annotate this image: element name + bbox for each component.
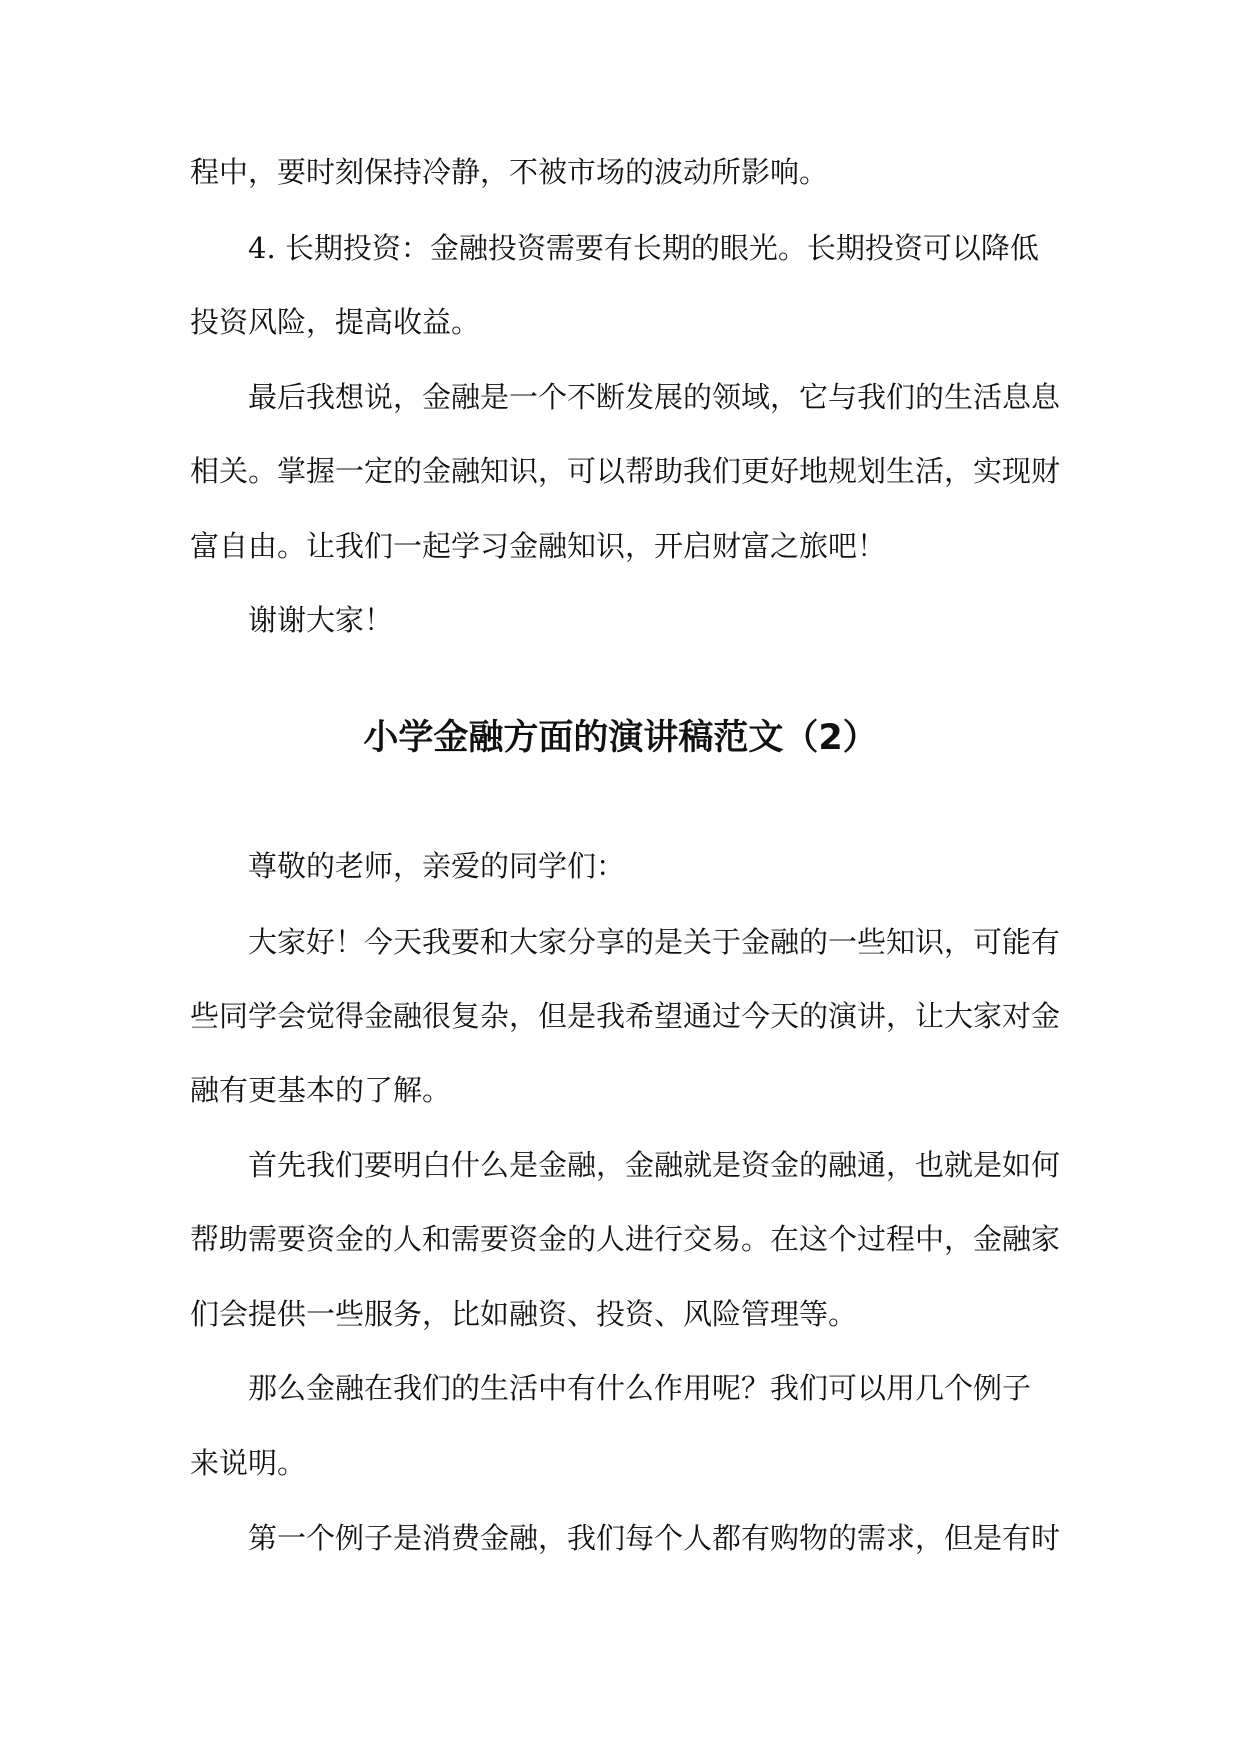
paragraph-line: 富自由。让我们一起学习金融知识，开启财富之旅吧！ bbox=[190, 529, 887, 563]
paragraph-line: 们会提供一些服务，比如融资、投资、风险管理等。 bbox=[190, 1297, 858, 1331]
paragraph-line: 程中，要时刻保持冷静，不被市场的波动所影响。 bbox=[190, 155, 829, 189]
paragraph-line: 第一个例子是消费金融，我们每个人都有购物的需求，但是有时 bbox=[248, 1521, 1061, 1555]
paragraph-line: 首先我们要明白什么是金融，金融就是资金的融通，也就是如何 bbox=[248, 1148, 1061, 1182]
paragraph-line: 4. 长期投资：金融投资需要有长期的眼光。长期投资可以降低 bbox=[248, 231, 1039, 265]
paragraph-line: 谢谢大家！ bbox=[248, 603, 394, 637]
paragraph-line: 融有更基本的了解。 bbox=[190, 1073, 452, 1107]
paragraph-line: 来说明。 bbox=[190, 1446, 307, 1480]
paragraph-line: 那么金融在我们的生活中有什么作用呢？我们可以用几个例子 bbox=[248, 1371, 1032, 1405]
section-title: 小学金融方面的演讲稿范文（2） bbox=[363, 718, 878, 758]
paragraph-line: 投资风险，提高收益。 bbox=[190, 305, 481, 339]
paragraph-line: 相关。掌握一定的金融知识，可以帮助我们更好地规划生活，实现财 bbox=[190, 454, 1061, 488]
paragraph-line: 最后我想说，金融是一个不断发展的领域，它与我们的生活息息 bbox=[248, 380, 1061, 414]
paragraph-line: 尊敬的老师，亲爱的同学们： bbox=[248, 849, 626, 883]
paragraph-line: 些同学会觉得金融很复杂，但是我希望通过今天的演讲，让大家对金 bbox=[190, 999, 1061, 1033]
paragraph-line: 帮助需要资金的人和需要资金的人进行交易。在这个过程中，金融家 bbox=[190, 1222, 1061, 1256]
paragraph-line: 大家好！今天我要和大家分享的是关于金融的一些知识，可能有 bbox=[248, 925, 1061, 959]
